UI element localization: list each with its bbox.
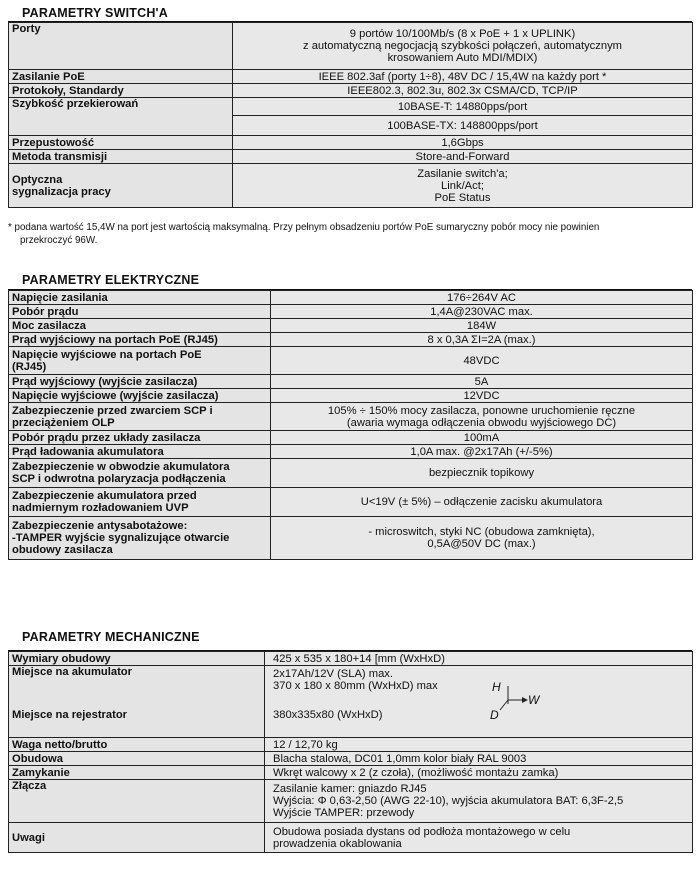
footnote-line: * podana wartość 15,4W na port jest wartością maksymalną. Przy pełnym obsadzeniu portów PoE sumaryczny pobór mocy nie powinien bbox=[8, 222, 600, 233]
row-value: U<19V (± 5%) – odłączenie zacisku akumulatora bbox=[271, 488, 693, 517]
row-label: Obudowa bbox=[9, 752, 265, 766]
row-label: Złącza bbox=[9, 780, 265, 823]
row-value: 10BASE-T: 14880pps/port bbox=[233, 98, 693, 116]
table-row bbox=[9, 445, 693, 459]
table-row bbox=[9, 752, 693, 766]
table-row bbox=[9, 666, 693, 694]
row-label: Zasilanie PoE bbox=[9, 70, 233, 84]
row-label: Napięcie wyjściowe (wyjście zasilacza) bbox=[9, 389, 271, 403]
title-rest: ELEKTRYCZNE bbox=[105, 273, 200, 287]
row-value: Store-and-Forward bbox=[233, 150, 693, 164]
row-value: 1,0A max. @2x17Ah (+/-5%) bbox=[271, 445, 693, 459]
row-value: Obudowa posiada dystans od podłoża montażowego w celu prowadzenia okablowania bbox=[265, 823, 693, 853]
row-value: 100BASE-TX: 148800pps/port bbox=[233, 116, 693, 136]
row-value: Zasilanie kamer: gniazdo RJ45 Wyjścia: Φ 0,63-2,50 (AWG 22-10), wyjścia akumulatora BAT: 6,3F-2,5 Wyjście TAMPER: przewody bbox=[265, 780, 693, 823]
title-prefix: PARAMETRY bbox=[22, 273, 102, 287]
poe-footnote bbox=[8, 221, 698, 247]
row-value: Wkręt walcowy x 2 (z czoła), (możliwość montażu zamka) bbox=[265, 766, 693, 780]
title-prefix: PARAMETRY bbox=[22, 630, 102, 644]
table-row bbox=[9, 23, 693, 70]
title-rest: SWITCH'A bbox=[105, 6, 168, 20]
switch-section-title bbox=[22, 6, 168, 20]
row-value: 105% ÷ 150% mocy zasilacza, ponowne uruchomienie ręczne (awaria wymaga odłączenia obwodu wyjściowego DC) bbox=[271, 403, 693, 431]
row-label: Napięcie zasilania bbox=[9, 291, 271, 305]
table-row bbox=[9, 431, 693, 445]
row-value: 380x335x80 (WxHxD) bbox=[265, 694, 693, 738]
table-row bbox=[9, 738, 693, 752]
row-value: Zasilanie switch'a; Link/Act; PoE Status bbox=[233, 164, 693, 208]
row-label: Zabezpieczenie w obwodzie akumulatora SCP i odwrotna polaryzacja podłączenia bbox=[9, 459, 271, 488]
table-row bbox=[9, 488, 693, 517]
row-value: 184W bbox=[271, 319, 693, 333]
row-label: Prąd wyjściowy (wyjście zasilacza) bbox=[9, 375, 271, 389]
row-value: - microswitch, styki NC (obudowa zamknięta), 0,5A@50V DC (max.) bbox=[271, 517, 693, 560]
table-row bbox=[9, 291, 693, 305]
row-label: Waga netto/brutto bbox=[9, 738, 265, 752]
row-label: Protokoły, Standardy bbox=[9, 84, 233, 98]
table-row bbox=[9, 98, 693, 116]
table-row bbox=[9, 84, 693, 98]
row-value: 1,4A@230VAC max. bbox=[271, 305, 693, 319]
row-value: 12VDC bbox=[271, 389, 693, 403]
table-row bbox=[9, 389, 693, 403]
row-label: Optyczna sygnalizacja pracy bbox=[9, 164, 233, 208]
row-label: Zabezpieczenie antysabotażowe: -TAMPER wyjście sygnalizujące otwarcie obudowy zasilacza bbox=[9, 517, 271, 560]
table-row bbox=[9, 305, 693, 319]
switch-params-table bbox=[8, 22, 693, 208]
row-value: 9 portów 10/100Mb/s (8 x PoE + 1 x UPLINK) z automatyczną negocjacją szybkości połączeń, automatycznym krosowaniem Auto MDI/MDIX) bbox=[233, 23, 693, 70]
row-label: Pobór prądu bbox=[9, 305, 271, 319]
table-row bbox=[9, 319, 693, 333]
table-row bbox=[9, 136, 693, 150]
row-label: Napięcie wyjściowe na portach PoE (RJ45) bbox=[9, 347, 271, 375]
table-row bbox=[9, 375, 693, 389]
row-label: Metoda transmisji bbox=[9, 150, 233, 164]
electrical-params-table bbox=[8, 290, 693, 560]
table-row bbox=[9, 403, 693, 431]
row-value: Blacha stalowa, DC01 1,0mm kolor biały RAL 9003 bbox=[265, 752, 693, 766]
row-label: Uwagi bbox=[9, 823, 265, 853]
dimension-axes-diagram bbox=[484, 678, 544, 722]
row-value: 425 x 535 x 180+14 [mm (WxHxD) bbox=[265, 652, 693, 666]
row-label: Zabezpieczenie przed zwarciem SCP i przeciążeniem OLP bbox=[9, 403, 271, 431]
mechanical-params-table bbox=[8, 651, 693, 853]
row-label: Prąd wyjściowy na portach PoE (RJ45) bbox=[9, 333, 271, 347]
title-rest: MECHANICZNE bbox=[105, 630, 200, 644]
row-value: IEEE802.3, 802.3u, 802.3x CSMA/CD, TCP/IP bbox=[233, 84, 693, 98]
row-label: Moc zasilacza bbox=[9, 319, 271, 333]
table-row bbox=[9, 164, 693, 208]
axis-h-label: H bbox=[492, 680, 501, 694]
row-label: Prąd ładowania akumulatora bbox=[9, 445, 271, 459]
table-row bbox=[9, 652, 693, 666]
table-row bbox=[9, 70, 693, 84]
row-value: 5A bbox=[271, 375, 693, 389]
mechanical-section-title bbox=[22, 630, 200, 644]
title-prefix: PARAMETRY bbox=[22, 6, 102, 20]
row-value: bezpiecznik topikowy bbox=[271, 459, 693, 488]
row-label: Pobór prądu przez układy zasilacza bbox=[9, 431, 271, 445]
table-row bbox=[9, 780, 693, 823]
row-label: Szybkość przekierowań bbox=[9, 98, 233, 136]
row-label: Porty bbox=[9, 23, 233, 70]
row-value: 1,6Gbps bbox=[233, 136, 693, 150]
table-row bbox=[9, 333, 693, 347]
row-value: IEEE 802.3af (porty 1÷8), 48V DC / 15,4W na każdy port * bbox=[233, 70, 693, 84]
row-value: 176÷264V AC bbox=[271, 291, 693, 305]
axis-w-label: W bbox=[528, 693, 540, 707]
row-value: 12 / 12,70 kg bbox=[265, 738, 693, 752]
row-label: Miejsce na rejestrator bbox=[9, 694, 265, 738]
electrical-section-title bbox=[22, 273, 199, 287]
table-row bbox=[9, 150, 693, 164]
table-row bbox=[9, 766, 693, 780]
row-label: Zamykanie bbox=[9, 766, 265, 780]
row-value: 8 x 0,3A ΣI=2A (max.) bbox=[271, 333, 693, 347]
row-label: Zabezpieczenie akumulatora przed nadmiernym rozładowaniem UVP bbox=[9, 488, 271, 517]
row-value: 48VDC bbox=[271, 347, 693, 375]
table-row bbox=[9, 694, 693, 738]
table-row bbox=[9, 459, 693, 488]
row-label: Przepustowość bbox=[9, 136, 233, 150]
footnote-line: przekroczyć 96W. bbox=[20, 235, 98, 246]
table-row bbox=[9, 823, 693, 853]
axis-d-label: D bbox=[490, 708, 499, 722]
row-value: 2x17Ah/12V (SLA) max. 370 x 180 x 80mm (WxHxD) max bbox=[265, 666, 693, 694]
row-value: 100mA bbox=[271, 431, 693, 445]
row-label: Wymiary obudowy bbox=[9, 652, 265, 666]
row-label: Miejsce na akumulator bbox=[9, 666, 265, 694]
table-row bbox=[9, 517, 693, 560]
table-row bbox=[9, 347, 693, 375]
